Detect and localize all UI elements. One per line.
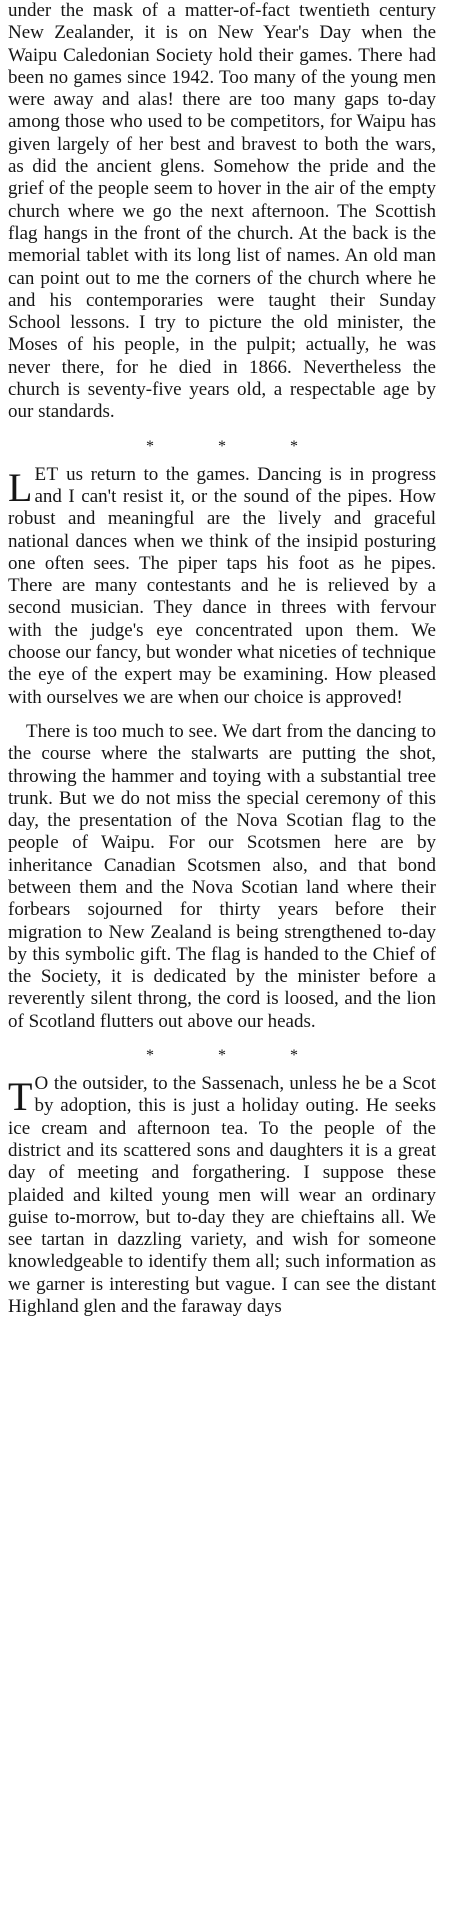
paragraph-outsider [8,1073,436,1318]
section-separator: * * * [146,1047,298,1065]
lead-in: ET [34,463,59,485]
section-separator: * * * [146,437,298,455]
paragraph-church: under the mask of a matter-of-fact twentieth century New Zealander, it is on New Year's Day when the Waipu Caledonian Society hold their games. There had been no games since 1942. Too many of the young men were away and alas! there are too many gaps to-day among those who used to be competitors, for Waipu has given largely of her best and bravest to both the wars, as did the ancient glens. Somehow the pride and the grief of the people seem to hover in the air of the empty church where we go the next afternoon. The Scottish flag hangs in the front of the church. At the back is the memorial tablet with its long list of names. An old man can point out to me the corners of the church where he and his contemporaries were taught their Sunday School lessons. I try to picture the old minister, the Moses of his people, in the pulpit; actually, he was never there, for he died in 1866. Nevertheless the church is seventy-five years old, a respectable age by our standards. [8,0,436,423]
lead-in: O [34,1073,49,1095]
drop-cap: T [8,1074,33,1120]
paragraph-outsider-text: the outsider, to the Sassenach, unless he be a Scot by adoption, this is just a holiday outing. He seeks ice cream and afternoon tea. To the people of the district and its scattered sons and daughters it is a great day of meeting and forgathering. I suppose these plaided and kilted young men will wear an ordinary guise to-morrow, but to-day they are chieftains all. We see tartan in dazzling variety, and wish for someone knowledgeable to identify them all; such information as we garner is interesting but vague. I can see the distant Highland glen and the faraway days [8,1073,436,1318]
paragraph-games [8,464,436,709]
drop-cap: L [8,464,33,510]
paragraph-flag-ceremony: There is too much to see. We dart from the dancing to the course where the stalwarts are putting the shot, throwing the hammer and toying with a substantial tree trunk. But we do not miss the special ceremony of this day, the presentation of the Nova Scotian flag to the people of Waipu. For our Scotsmen here are by inheritance Canadian Scotsmen also, and that bond between them and the Nova Scotian land where their forbears sojourned for thirty years before their migration to New Zealand is being strengthened to-day by this symbolic gift. The flag is handed to the Chief of the Society, it is dedicated by the minister before a reverently silent throng, the cord is loosed, and the lion of Scotland flutters out above our heads. [8,720,436,1032]
paragraph-games-text: us return to the games. Dancing is in progress and I can't resist it, or the sound of the pipes. How robust and meaningful are the lively and graceful national dances when we think of the insipid posturing one often sees. The piper taps his foot as he pipes. There are many contestants and he is relieved by a second musician. They dance in threes with fervour with the judge's eye concentrated upon them. We choose our fancy, but wonder what niceties of technique the eye of the expert may be examining. How pleased with ourselves we are when our choice is approved! [8,463,436,708]
